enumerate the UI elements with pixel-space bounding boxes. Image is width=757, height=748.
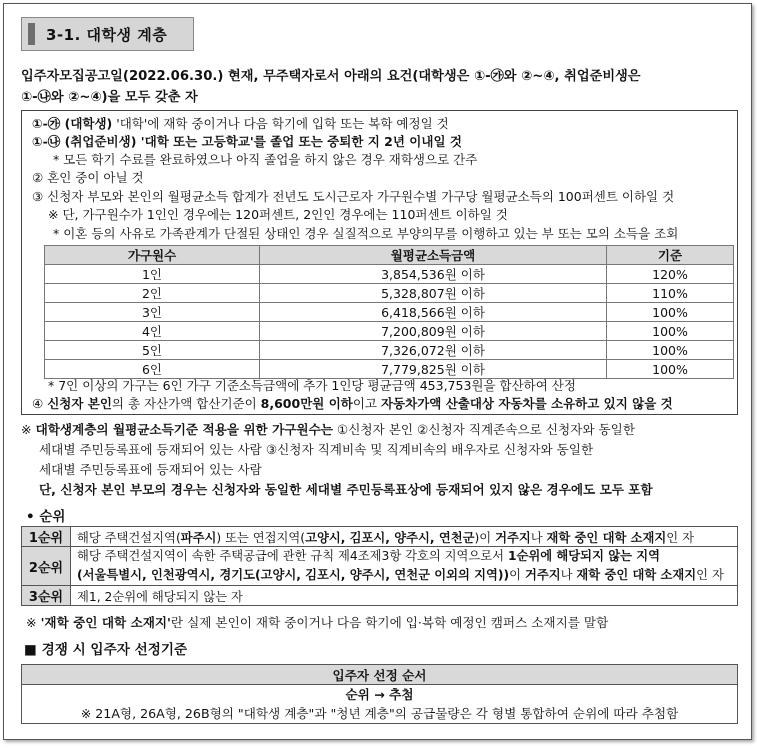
document-page xyxy=(3,3,752,740)
priority-text-3: 제1, 2순위에 해당되지 않는 자 xyxy=(71,586,738,606)
req-1a: ①-㉮ (대학생) '대학'에 재학 중이거나 다음 학기에 입학 또는 복학 예정일 것 xyxy=(32,116,449,131)
income-amount: 7,779,825원 이하 xyxy=(260,360,607,379)
income-row xyxy=(45,341,734,360)
income-row xyxy=(45,284,734,303)
income-header-ratio: 기준 xyxy=(607,246,734,265)
req-3-note-1: ※ 단, 가구원수가 1인인 경우에는 120퍼센트, 2인인 경우에는 110퍼센트 이하일 것 xyxy=(48,207,508,222)
priority-row-1 xyxy=(22,527,738,547)
priority-label-1: 1순위 xyxy=(22,527,71,547)
priority-footnote: ※ '재학 중인 대학 소재지'란 실제 본인이 재학 중이거나 다음 학기에 입·복학 예정인 캠퍼스 소재지를 말함 xyxy=(26,615,609,630)
priority-table xyxy=(21,526,738,606)
req-1b-note: * 모든 학기 수료를 완료하였으나 아직 졸업을 하지 않은 경우 재학생으로 간주 xyxy=(53,152,478,167)
priority-text-2: 해당 주택건설지역이 속한 주택공급에 관한 규칙 제4조제3항 각호의 지역으로서 1순위에 해당되지 않는 지역 (서울특별시, 인천광역시, 경기도(고양시, 김포시, 양주시, 연천군 이외의 지역))이 거주지나 재학 중인 대학 소재지인 자 xyxy=(71,547,738,586)
selection-body xyxy=(22,685,738,724)
priority-label-2: 2순위 xyxy=(22,547,71,586)
income-ratio: 120% xyxy=(607,265,734,284)
intro-line-2: ①-㉯와 ②~④)을 모두 갖춘 자 xyxy=(21,90,198,105)
income-ratio: 100% xyxy=(607,360,734,379)
household-note-line-2: 세대별 주민등록표에 등재되어 있는 사람 ③신청자 직계비속 및 직계비속의 배우자로 신청자와 동일한 xyxy=(39,442,594,457)
income-table-note: * 7인 이상의 가구는 6인 가구 기준소득금액에 추가 1인당 평균금액 453,753원을 합산하여 산정 xyxy=(48,378,576,393)
income-row xyxy=(45,303,734,322)
household-note-line-1: ※ 대학생계층의 월평균소득기준 적용을 위한 가구원수는 ①신청자 본인 ②신청자 직계존속으로 신청자와 동일한 xyxy=(21,422,635,437)
income-amount: 7,200,809원 이하 xyxy=(260,322,607,341)
income-header-size: 가구원수 xyxy=(45,246,260,265)
req-2: ② 혼인 중이 아닐 것 xyxy=(32,170,144,185)
income-row xyxy=(45,360,734,379)
income-size: 4인 xyxy=(45,322,260,341)
priority-row-3 xyxy=(22,586,738,606)
title-accent-bar xyxy=(28,23,35,45)
income-size: 5인 xyxy=(45,341,260,360)
competition-heading: ■ 경쟁 시 입주자 선정기준 xyxy=(24,642,188,658)
req-1b: ①-㉯ (취업준비생) '대학 또는 고등학교'를 졸업 또는 중퇴한 지 2년 이내일 것 xyxy=(32,134,462,149)
priority-label-3: 3순위 xyxy=(22,586,71,606)
income-size: 1인 xyxy=(45,265,260,284)
income-ratio: 110% xyxy=(607,284,734,303)
selection-table xyxy=(21,664,738,724)
income-ratio: 100% xyxy=(607,303,734,322)
household-note-line-3: 세대별 주민등록표에 등재되어 있는 사람 xyxy=(39,462,262,477)
income-size: 6인 xyxy=(45,360,260,379)
selection-header: 입주자 선정 순서 xyxy=(22,665,738,685)
req-3: ③ 신청자 부모와 본인의 월평균소득 합계가 전년도 도시근로자 가구원수별 가구당 월평균소득의 100퍼센트 이하일 것 xyxy=(32,189,675,204)
household-note-line-4: 단, 신청자 본인 부모의 경우는 신청자와 동일한 세대별 주민등록표상에 등재되어 있지 않은 경우에도 모두 포함 xyxy=(39,482,653,497)
priority-text-1: 해당 주택건설지역(파주시) 또는 연접지역(고양시, 김포시, 양주시, 연천군)이 거주지나 재학 중인 대학 소재지인 자 xyxy=(71,527,738,547)
requirements-box xyxy=(21,110,738,415)
section-title: 3-1. 대학생 계층 xyxy=(46,26,168,44)
eligibility-intro xyxy=(21,66,741,108)
section-title-badge xyxy=(21,17,194,51)
req-4: ④ 신청자 본인의 총 자산가액 합산기준이 8,600만원 이하이고 자동차가액 산출대상 자동차를 소유하고 있지 않을 것 xyxy=(32,396,673,411)
priority-heading: • 순위 xyxy=(26,509,66,525)
intro-line-1: 입주자모집공고일(2022.06.30.) 현재, 무주택자로서 아래의 요건(대학생은 ①-㉮와 ②~④, 취업준비생은 xyxy=(21,69,641,84)
req-3-note-2: * 이혼 등의 사유로 가족관계가 단절된 상태인 경우 실질적으로 부양의무를 이행하고 있는 부 또는 모의 소득을 조회 xyxy=(53,226,679,241)
income-ratio: 100% xyxy=(607,341,734,360)
income-amount: 7,326,072원 이하 xyxy=(260,341,607,360)
selection-note: ※ 21A형, 26A형, 26B형의 "대학생 계층"과 "청년 계층"의 공급물량은 각 형별 통합하여 순위에 따라 추첨함 xyxy=(80,706,679,721)
income-header-amount: 월평균소득금액 xyxy=(260,246,607,265)
income-row xyxy=(45,265,734,284)
income-table xyxy=(44,245,734,379)
income-ratio: 100% xyxy=(607,322,734,341)
income-amount: 5,328,807원 이하 xyxy=(260,284,607,303)
selection-order: 순위 → 추첨 xyxy=(345,687,414,702)
priority-row-2 xyxy=(22,547,738,586)
income-row xyxy=(45,322,734,341)
income-amount: 3,854,536원 이하 xyxy=(260,265,607,284)
income-size: 3인 xyxy=(45,303,260,322)
income-amount: 6,418,566원 이하 xyxy=(260,303,607,322)
income-size: 2인 xyxy=(45,284,260,303)
